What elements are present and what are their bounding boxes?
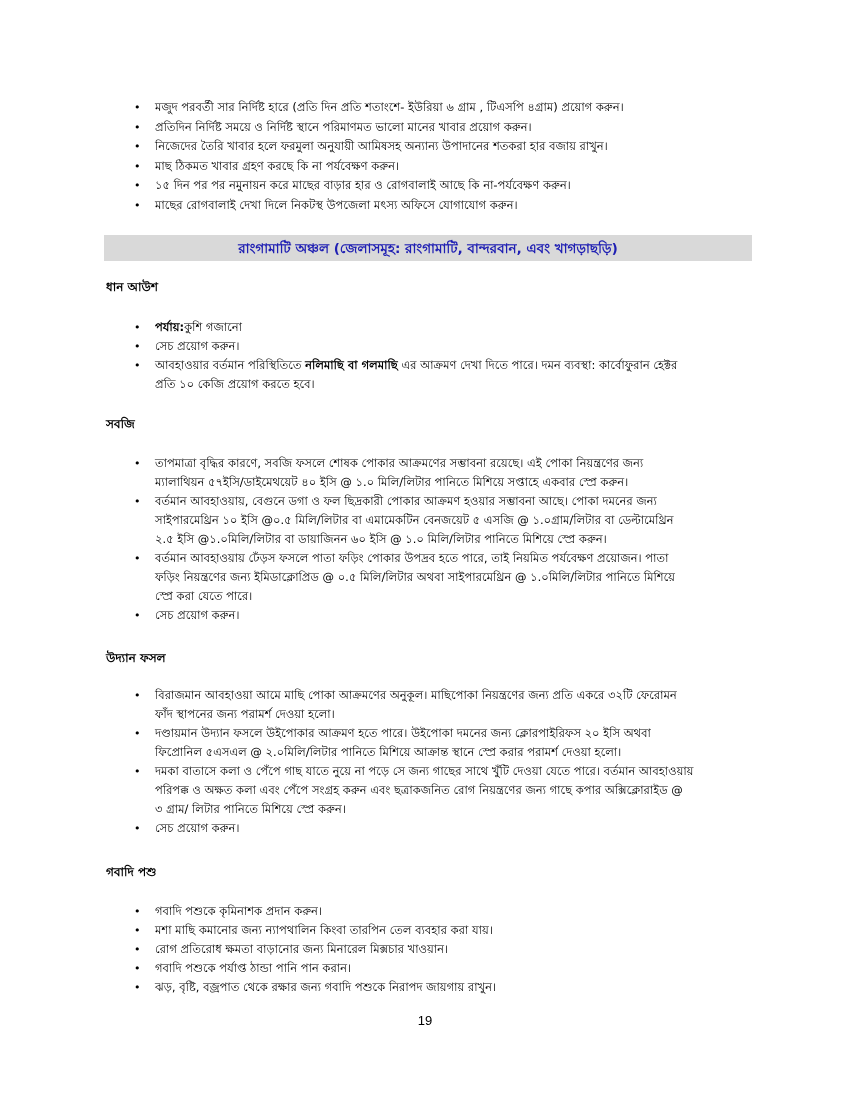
- list-item: • বর্তমান আবহাওয়ায়, বেগুনে ডগা ও ফল ছিদ্রকারী পোকার আক্রমণ হওয়ার সম্ভাবনা আছে। পোকা দমনের জন্য সাইপারমেথ্রিন ১০ ইসি @০.৫ মিলি/লিটার বা এমামেকটিন বেনজয়েট ৫ এসজি @ ১.০গ্রাম/লিটার বা ডেল্টামেথ্রিন ২.৫ ইসি @১.০মিলি/লিটার বা ডায়াজিনন ৬০ ইসি @ ১.০ মিলি/লিটার পানিতে মিশিয়ে স্প্রে করুন।: [134, 494, 674, 546]
- list-item: • ১৫ দিন পর পর নমুনায়ন করে মাছের বাড়ার হার ও রোগবালাই আছে কি না-পর্যবেক্ষণ করুন।: [134, 178, 571, 192]
- page-number: 19: [417, 1013, 433, 1028]
- list-item: • রোগ প্রতিরোধ ক্ষমতা বাড়ানোর জন্য মিনারেল মিক্সচার খাওয়ান।: [134, 942, 449, 956]
- vegetables-list: [134, 454, 675, 625]
- list-item: • বর্তমান আবহাওয়ায় ঢেঁড়স ফসলে পাতা ফড়িং পোকার উপদ্রব হতে পারে, তাই নিয়মিত পর্যবেক্ষণ প্রয়োজন। পাতা ফড়িং নিয়ন্ত্রণের জন্য ইমিডাক্লোপ্রিড @ ০.৫ মিলি/লিটার অথবা সাইপারমেথ্রিন @ ১.০মিলি/লিটার পানিতে মিশিয়ে স্প্রে করা যেতে পারে।: [134, 551, 675, 603]
- pest-name: নলিমাছি বা গলমাছি: [305, 358, 398, 372]
- list-item: • বিরাজমান আবহাওয়া আমে মাছি পোকা আক্রমণের অনুকূল। মাছিপোকা নিয়ন্ত্রণের জন্য প্রতি একরে ৩২টি ফেরোমন ফাঁদ স্থাপনের জন্য পরামর্শ দেওয়া হলো।: [134, 688, 677, 721]
- list-item: • মাছ ঠিকমত খাবার গ্রহণ করছে কি না পর্যবেক্ষণ করুন।: [134, 158, 400, 173]
- list-item: • দমকা বাতাসে কলা ও পেঁপে গাছ যাতে নুয়ে না পড়ে সে জন্য গাছের সাথে খুঁটি দেওয়া যেতে পারে। বর্তমান আবহাওয়ায় পরিপক্ক ও অক্ষত কলা এবং পেঁপে সংগ্রহ করুন এবং ছত্রাকজনিত রোগ নিয়ন্ত্রণের জন্য গাছে কপার অক্সিক্লোরাইড @ ৩ গ্রাম/ লিটার পানিতে মিশিয়ে স্প্রে করুন।: [134, 764, 694, 816]
- region-banner-title: রাংগামাটি অঞ্চল (জেলাসমূহ: রাংগামাটি, বান্দরবান, এবং খাগড়াছড়ি): [238, 241, 618, 257]
- list-item: • সেচ প্রয়োগ করুন।: [134, 821, 240, 835]
- stage-label: পর্যায়:: [155, 320, 185, 334]
- list-item: • মজুদ পরবর্তী সার নির্দিষ্ট হারে (প্রতি দিন প্রতি শতাংশে- ইউরিয়া ৬ গ্রাম , টিএসপি ৪গ্রাম) প্রয়োগ করুন।: [134, 100, 624, 114]
- fish-care-list: [134, 98, 624, 215]
- list-item: • নিজেদের তৈরি খাবার হলে ফরমুলা অনুযায়ী আমিষসহ অন্যান্য উপাদানের শতকরা হার বজায় রাখুন।: [134, 139, 608, 153]
- list-item: • প্রতিদিন নির্দিষ্ট সময়ে ও নির্দিষ্ট স্থানে পরিমাণমত ভালো মানের খাবার প্রয়োগ করুন।: [134, 119, 532, 134]
- list-item: • সেচ প্রয়োগ করুন।: [134, 608, 240, 622]
- livestock-list: [134, 902, 497, 997]
- list-item: • সেচ প্রয়োগ করুন।: [134, 339, 240, 353]
- horticulture-list: [134, 686, 694, 838]
- region-banner: [104, 235, 752, 261]
- list-item: • গবাদি পশুকে পর্যাপ্ত ঠান্ডা পানি পান করান।: [134, 961, 352, 975]
- section-heading-livestock: গবাদি পশু: [106, 865, 157, 879]
- list-item: • ঝড়, বৃষ্টি, বজ্রপাত থেকে রক্ষার জন্য গবাদি পশুকে নিরাপদ জায়গায় রাখুন।: [134, 980, 497, 994]
- section-heading-vegetables: সবজি: [106, 417, 135, 431]
- list-item: • দণ্ডায়মান উদ্যান ফসলে উইপোকার আক্রমণ হতে পারে। উইপোকা দমনের জন্য ক্লোরপাইরিফস ২০ ইসি অথবা ফিপ্রোনিল ৫এসএল @ ২.০মিলি/লিটার পানিতে মিশিয়ে আক্রান্ত স্থানে স্প্রে করার পরামর্শ দেওয়া হলো।: [134, 726, 651, 759]
- list-item: • মাছের রোগবালাই দেখা দিলে নিকটস্থ উপজেলা মৎস্য অফিসে যোগাযোগ করুন।: [134, 197, 518, 212]
- list-item: • তাপমাত্রা বৃদ্ধির কারণে, সবজি ফসলে শোষক পোকার আক্রমণের সম্ভাবনা রয়েছে। এই পোকা নিয়ন্ত্রণের জন্য ম্যালাথিয়ন ৫৭ইসি/ডাইমেথয়েট ৪০ ইসি @ ১.০ মিলি/লিটার পানিতে মিশিয়ে সপ্তাহে একবার স্প্রে করুন।: [134, 456, 644, 489]
- section-heading-rice: ধান আউশ: [106, 280, 158, 294]
- list-item: • গবাদি পশুকে কৃমিনাশক প্রদান করুন।: [134, 904, 323, 918]
- section-heading-horticulture: উদ্যান ফসল: [106, 651, 166, 665]
- list-item: • পর্যায়:কুশি গজানো: [134, 320, 242, 334]
- list-item: • মশা মাছি কমানোর জন্য ন্যাপথালিন কিংবা তারপিন তেল ব্যবহার করা যায়।: [134, 923, 493, 937]
- list-item: • আবহাওয়ার বর্তমান পরিস্থিতিতে নলিমাছি বা গলমাছি এর আক্রমণ দেখা দিতে পারে। দমন ব্যবস্থা: কার্বোফুরান হেক্টর প্রতি ১০ কেজি প্রয়োগ করতে হবে।: [134, 358, 678, 391]
- rice-list: [134, 318, 678, 394]
